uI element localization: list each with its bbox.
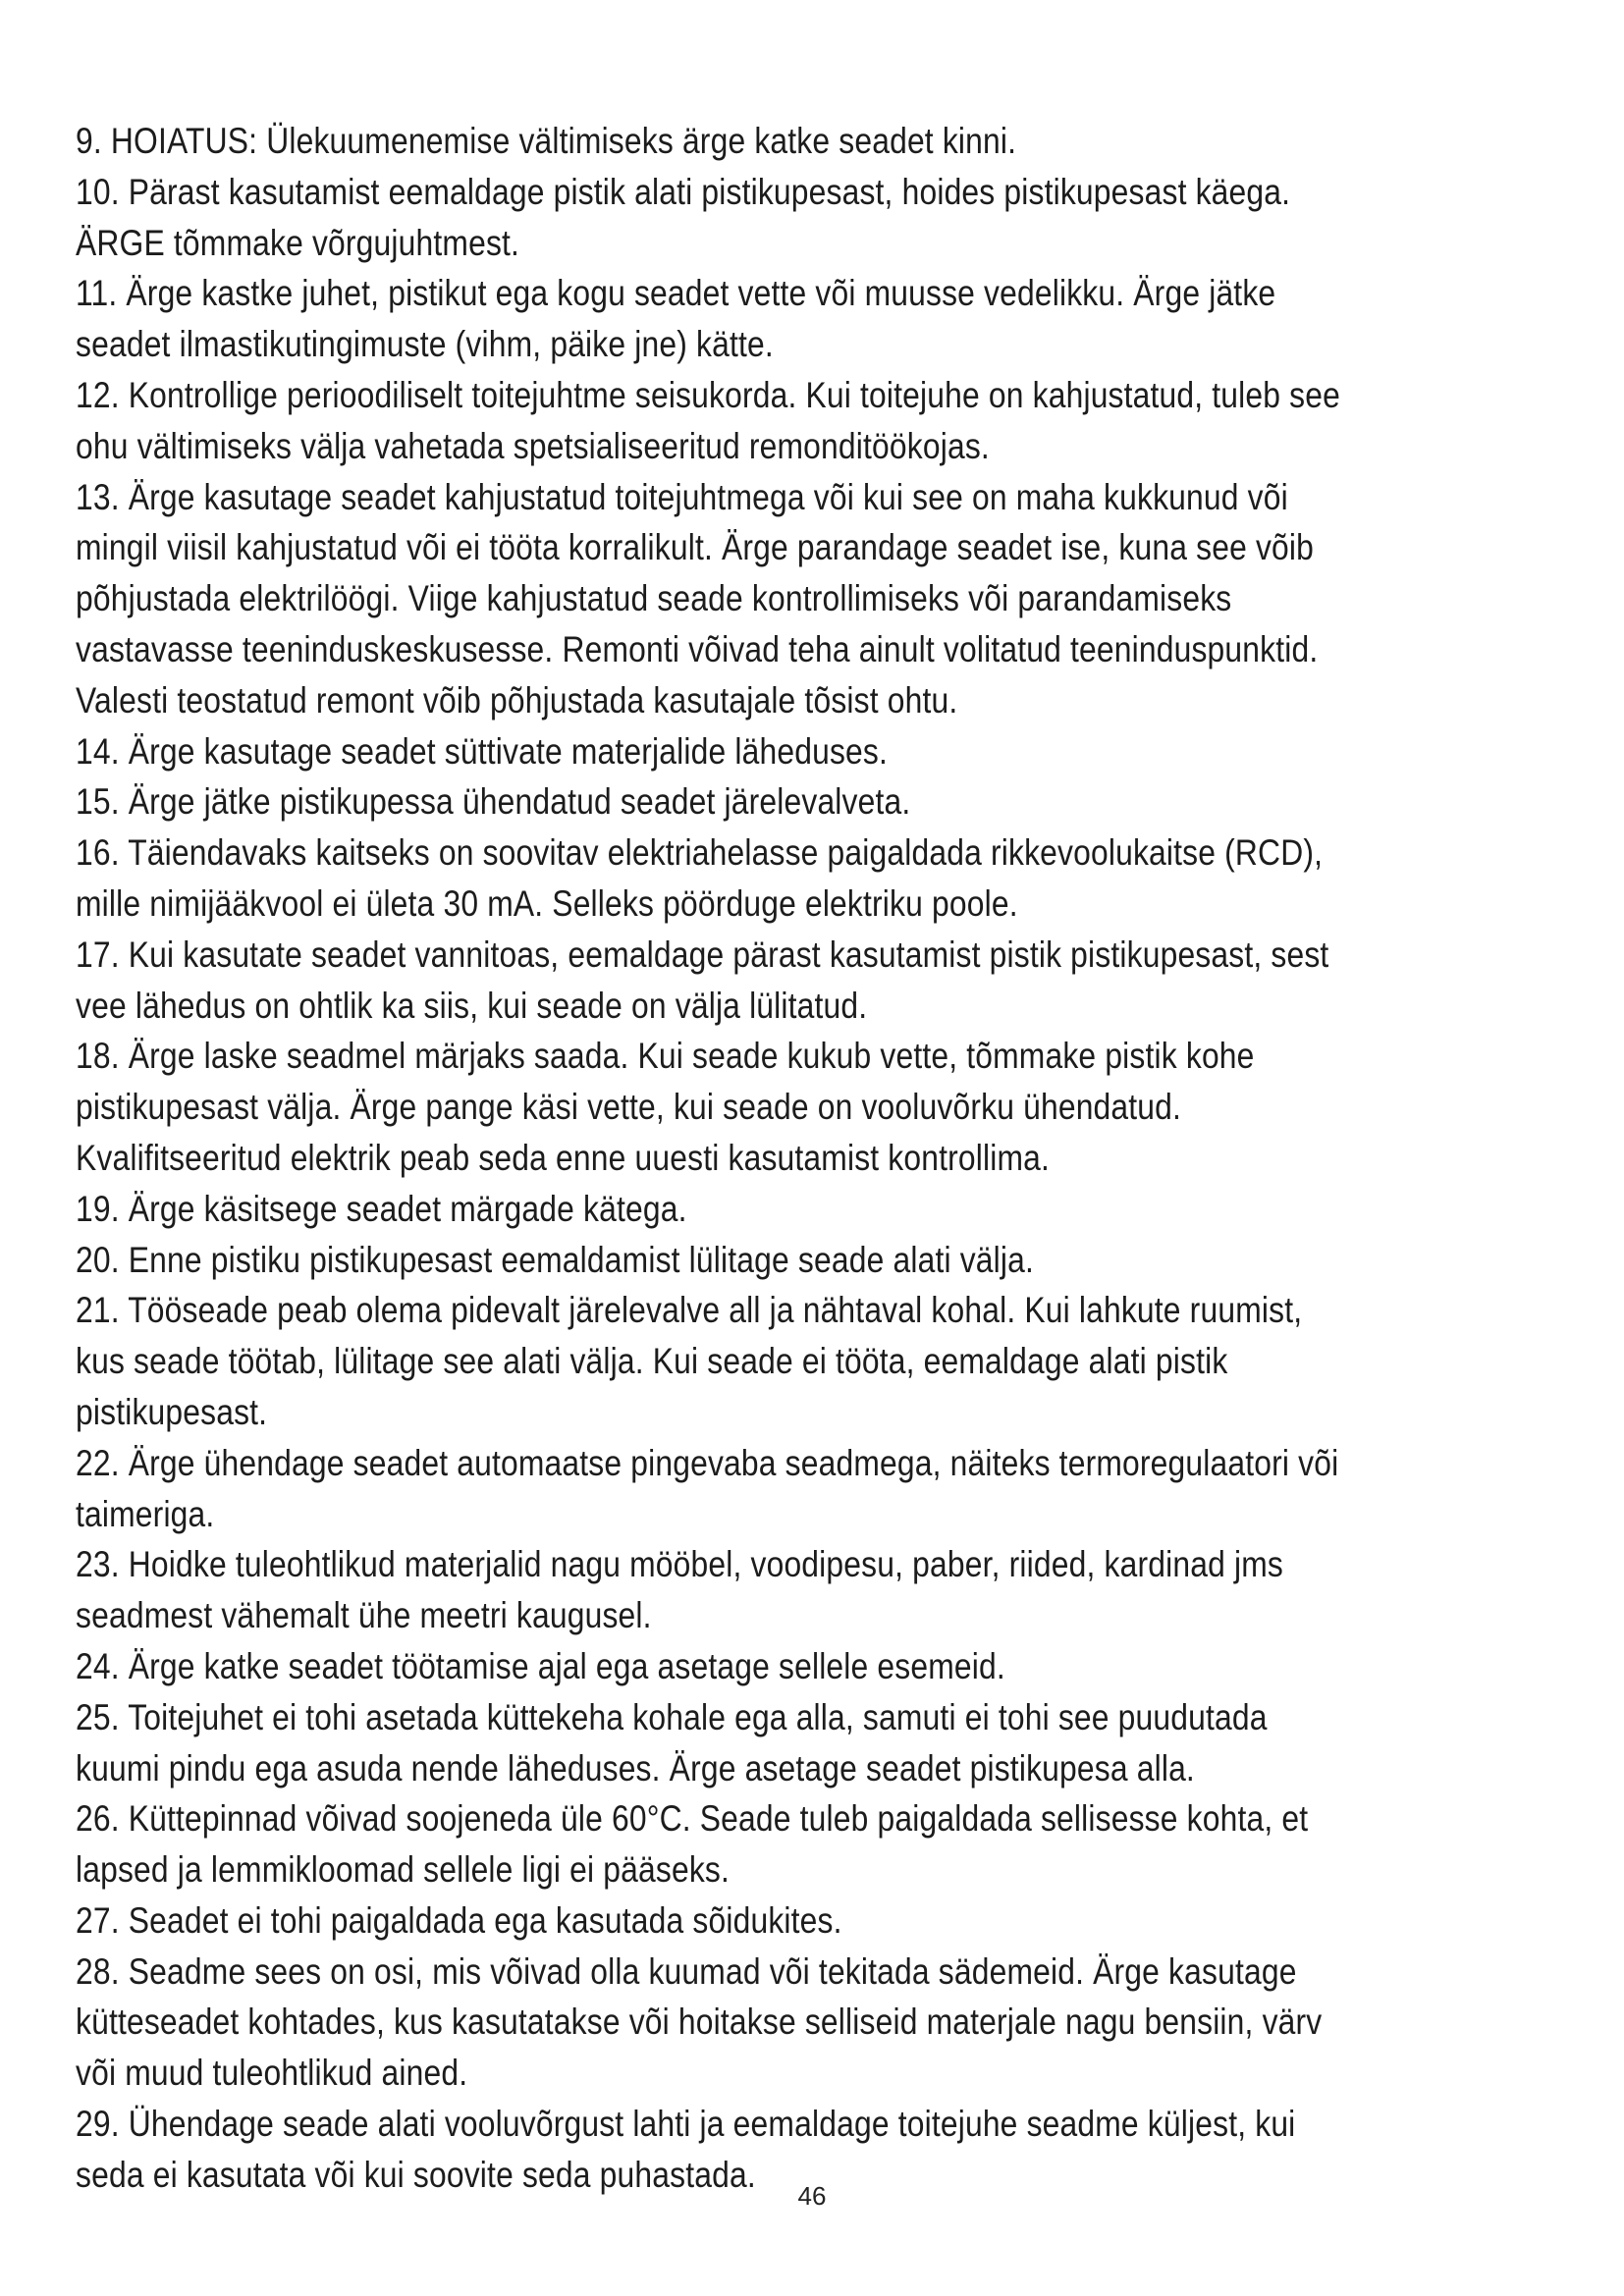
instruction-item-9: 9. HOIATUS: Ülekuumenemise vältimiseks ärge katke seadet kinni.	[76, 121, 1017, 161]
page-number: 46	[797, 2181, 827, 2211]
instruction-item-17: 17. Kui kasutate seadet vannitoas, eemaldage pärast kasutamist pistik pistikupesast, sest vee lähedus on ohtlik ka siis, kui seade on välja lülitatud.	[76, 934, 1329, 1026]
instruction-item-16: 16. Täiendavaks kaitseks on soovitav elektriahelasse paigaldada rikkevoolukaitse (RCD), mille nimijääkvool ei ületa 30 mA. Selleks pöörduge elektriku poole.	[76, 832, 1324, 924]
instruction-item-13: 13. Ärge kasutage seadet kahjustatud toitejuhtmega või kui see on maha kukkunud või mingil viisil kahjustatud või ei tööta korralikult. Ärge parandage seadet ise, kuna see võib põhjustada elektrilöögi. Viige kahjustatud seade kontrollimiseks või parandamiseks vastavasse teeninduskeskusesse. Remonti võivad teha ainult volitatud teeninduspunktid. Valesti teostatud remont võib põhjustada kasutajale tõsist ohtu.	[76, 476, 1319, 721]
instruction-item-23: 23. Hoidke tuleohtlikud materjalid nagu mööbel, voodipesu, paber, riided, kardinad jms seadmest vähemalt ühe meetri kaugusel.	[76, 1544, 1283, 1636]
instruction-item-20: 20. Enne pistiku pistikupesast eemaldamist lülitage seade alati välja.	[76, 1239, 1035, 1280]
instruction-item-11: 11. Ärge kastke juhet, pistikut ega kogu seadet vette või muusse vedelikku. Ärge jätke seadet ilmastikutingimuste (vihm, päike jne) kätte.	[76, 273, 1276, 365]
instruction-item-12: 12. Kontrollige perioodiliselt toitejuhtme seisukorda. Kui toitejuhe on kahjustatud, tuleb see ohu vältimiseks välja vahetada spetsialiseeritud remonditöökojas.	[76, 374, 1340, 466]
instruction-item-29: 29. Ühendage seade alati vooluvõrgust lahti ja eemaldage toitejuhe seadme küljest, kui seda ei kasutata või kui soovite seda puhastada.	[76, 2104, 1296, 2195]
instruction-item-18: 18. Ärge laske seadmel märjaks saada. Kui seade kukub vette, tõmmake pistik kohe pistikupesast välja. Ärge pange käsi vette, kui seade on vooluvõrku ühendatud. Kvalifitseeritud elektrik peab seda enne uuesti kasutamist kontrollima.	[76, 1036, 1255, 1178]
instruction-item-10: 10. Pärast kasutamist eemaldage pistik alati pistikupesast, hoides pistikupesast käega. ÄRGE tõmmake võrgujuhtmest.	[76, 171, 1291, 263]
instruction-item-28: 28. Seadme sees on osi, mis võivad olla kuumad või tekitada sädemeid. Ärge kasutage kütteseadet kohtades, kus kasutatakse või hoitakse selliseid materjale nagu bensiin, värv või muud tuleohtlikud ained.	[76, 1950, 1323, 2094]
instruction-item-26: 26. Küttepinnad võivad soojeneda üle 60°C. Seade tuleb paigaldada sellisesse kohta, et lapsed ja lemmikloomad sellele ligi ei pääseks.	[76, 1798, 1309, 1891]
instruction-item-25: 25. Toitejuhet ei tohi asetada küttekeha kohale ega alla, samuti ei tohi see puudutada kuumi pindu ega asuda nende läheduses. Ärge asetage seadet pistikupesa alla.	[76, 1696, 1268, 1789]
instruction-item-24: 24. Ärge katke seadet töötamise ajal ega asetage sellele esemeid.	[76, 1645, 1005, 1686]
instruction-item-19: 19. Ärge käsitsege seadet märgade kätega.	[76, 1188, 687, 1229]
instruction-item-14: 14. Ärge kasutage seadet süttivate materjalide läheduses.	[76, 730, 889, 772]
instruction-item-15: 15. Ärge jätke pistikupessa ühendatud seadet järelevalveta.	[76, 781, 911, 823]
safety-instructions-list	[76, 116, 1342, 2201]
instruction-item-22: 22. Ärge ühendage seadet automaatse pingevaba seadmega, näiteks termoregulaatori või taimeriga.	[76, 1442, 1339, 1534]
instruction-item-21: 21. Tööseade peab olema pidevalt järelevalve all ja nähtaval kohal. Kui lahkute ruumist, kus seade töötab, lülitage see alati välja. Kui seade ei tööta, eemaldage alati pistik pistikupesast.	[76, 1290, 1303, 1432]
instruction-item-27: 27. Seadet ei tohi paigaldada ega kasutada sõidukites.	[76, 1899, 842, 1941]
